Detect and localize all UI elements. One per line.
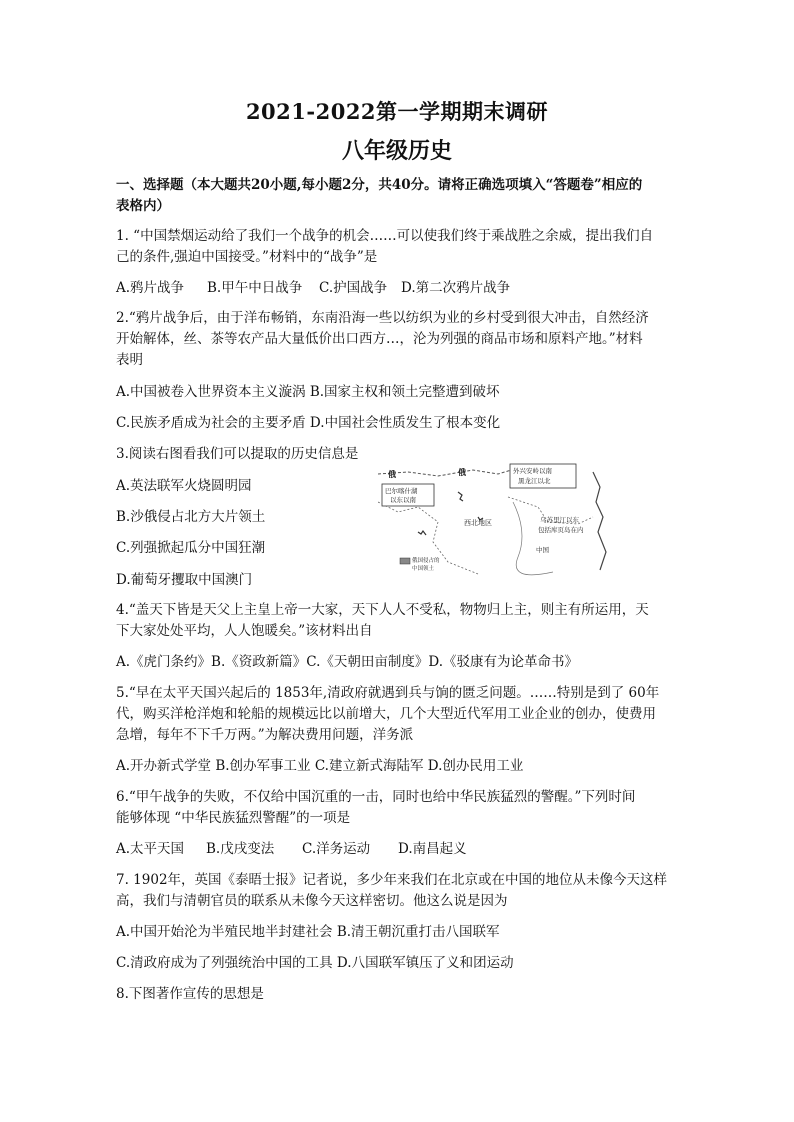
q6-text-line2: 能够体现 “中华民族猛烈警醒”的一项是 xyxy=(116,810,351,826)
q2-text-line2: 开始解体，丝、茶等农产品大量低价出口西方…，沦为列强的商品市场和原料产地。”材料 xyxy=(116,331,643,347)
map-legend-swatch xyxy=(400,558,410,564)
map-box-east-line2: 包括库页岛在内 xyxy=(538,526,584,534)
q1-option-d: D.第二次鸦片战争 xyxy=(401,280,511,296)
q1-text-line2: 己的条件,强迫中国接受。”材料中的“战争”是 xyxy=(116,249,378,265)
map-legend-line2: 中国领土 xyxy=(412,566,435,572)
q6-option-d: D.南昌起义 xyxy=(398,841,467,857)
q4-options: A.《虎门条约》B.《资政新篇》C.《天朝田亩制度》D.《驳康有为论革命书》 xyxy=(116,654,579,670)
q8-text: 8.下图著作宣传的思想是 xyxy=(116,986,264,1002)
q6-text-line1: 6.“甲午战争的失败，不仅给中国沉重的一击，同时也给中华民族猛烈的警醒。”下列时间 xyxy=(116,789,636,805)
map-river xyxy=(513,502,553,575)
q7-text-line2: 高，我们与清朝官员的联系从未像今天这样密切。他这么说是因为 xyxy=(116,893,508,909)
map-label-small: 中国 xyxy=(536,546,549,554)
map-label-center: 西北地区 xyxy=(464,519,492,527)
q1-option-c: C.护国战争 xyxy=(319,280,388,296)
map-label-russia-east: 俄 xyxy=(458,468,466,477)
exam-title: 2021-2022第一学期期末调研 xyxy=(245,99,549,124)
q4-text-line2: 下大家处处平均，人人饱暖矣。”该材料出自 xyxy=(116,623,373,639)
q2-text-line3: 表明 xyxy=(116,352,143,368)
q6-option-b: B.戊戌变法 xyxy=(206,841,275,857)
q7-text-line1: 7. 1902年，英国《泰晤士报》记者说，多少年来我们在北京或在中国的地位从未像今天这样 xyxy=(116,872,668,888)
map-coastline xyxy=(593,472,606,570)
q2-text-line1: 2.“鸦片战争后，由于洋布畅销，东南沿海一些以纺织为业的乡村受到很大冲击，自然经济 xyxy=(116,310,649,326)
q3-option-a: A.英法联军火烧圆明园 xyxy=(116,478,252,494)
map-legend-line1: 俄国侵占的 xyxy=(412,558,440,564)
q1-option-b: B.甲午中日战争 xyxy=(207,280,303,296)
q1-option-a: A.鸦片战争 xyxy=(116,280,185,296)
q1-options xyxy=(116,278,510,298)
territory-map xyxy=(378,462,618,577)
q2-options-line1: A.中国被卷入世界资本主义漩涡 B.国家主权和领土完整遭到破坏 xyxy=(116,384,500,400)
q1-text-line1: 1. “中国禁烟运动给了我们一个战争的机会……可以使我们终于乘战胜之余威，提出我们自 xyxy=(116,228,654,244)
map-box-west-line1: 巴尔喀什湖 xyxy=(385,487,418,495)
q5-options: A.开办新式学堂 B.创办军事工业 C.建立新式海陆军 D.创办民用工业 xyxy=(116,758,524,774)
q3-option-d: D.葡萄牙攫取中国澳门 xyxy=(116,572,253,588)
q3-option-b: B.沙俄侵占北方大片领土 xyxy=(116,509,266,525)
map-territory-mark xyxy=(458,492,463,501)
q5-text-line2: 代，购买洋枪洋炮和轮船的规模远比以前增大，几个大型近代军用工业企业的创办，使费用 xyxy=(116,706,656,722)
q6-option-c: C.洋务运动 xyxy=(302,841,371,857)
section-heading-cont: 表格内） xyxy=(116,198,170,214)
section-heading: 一、选择题（本大题共20小题,每小题2分，共40分。请将正确选项填入“答题卷”相应的 xyxy=(116,177,643,193)
q3-text: 3.阅读右图看我们可以提取的历史信息是 xyxy=(116,446,359,462)
q3-option-c: C.列强掀起瓜分中国狂潮 xyxy=(116,540,266,556)
q4-text-line1: 4.“盖天下皆是天父上主皇上帝一大家，天下人人不受私，物物归上主，则主有所运用，天 xyxy=(116,602,649,618)
map-label-russia-west: 俄 xyxy=(388,470,396,479)
map-box-east-line1: 乌苏里江以东 xyxy=(540,516,579,524)
map-territory-mark xyxy=(418,531,426,535)
map-box-northeast-line2: 黑龙江以北 xyxy=(518,477,551,485)
q7-options-line2: C.清政府成为了列强统治中国的工具 D.八国联军镇压了义和团运动 xyxy=(116,955,514,971)
q2-options-line2: C.民族矛盾成为社会的主要矛盾 D.中国社会性质发生了根本变化 xyxy=(116,415,501,431)
q5-text-line1: 5.“早在太平天国兴起后的 1853年,清政府就遇到兵与饷的匮乏问题。……特别是到了 60年 xyxy=(116,685,660,701)
map-box-west-line2: 以东以南 xyxy=(390,496,416,504)
q5-text-line3: 急增，每年不下千万两。”为解决费用问题，洋务派 xyxy=(116,727,414,743)
map-box-northeast-line1: 外兴安岭以南 xyxy=(513,467,552,475)
q6-option-a: A.太平天国 xyxy=(116,841,185,857)
q6-options xyxy=(116,839,467,859)
exam-subject: 八年级历史 xyxy=(341,138,452,164)
q7-options-line1: A.中国开始沦为半殖民地半封建社会 B.清王朝沉重打击八国联军 xyxy=(116,924,500,940)
